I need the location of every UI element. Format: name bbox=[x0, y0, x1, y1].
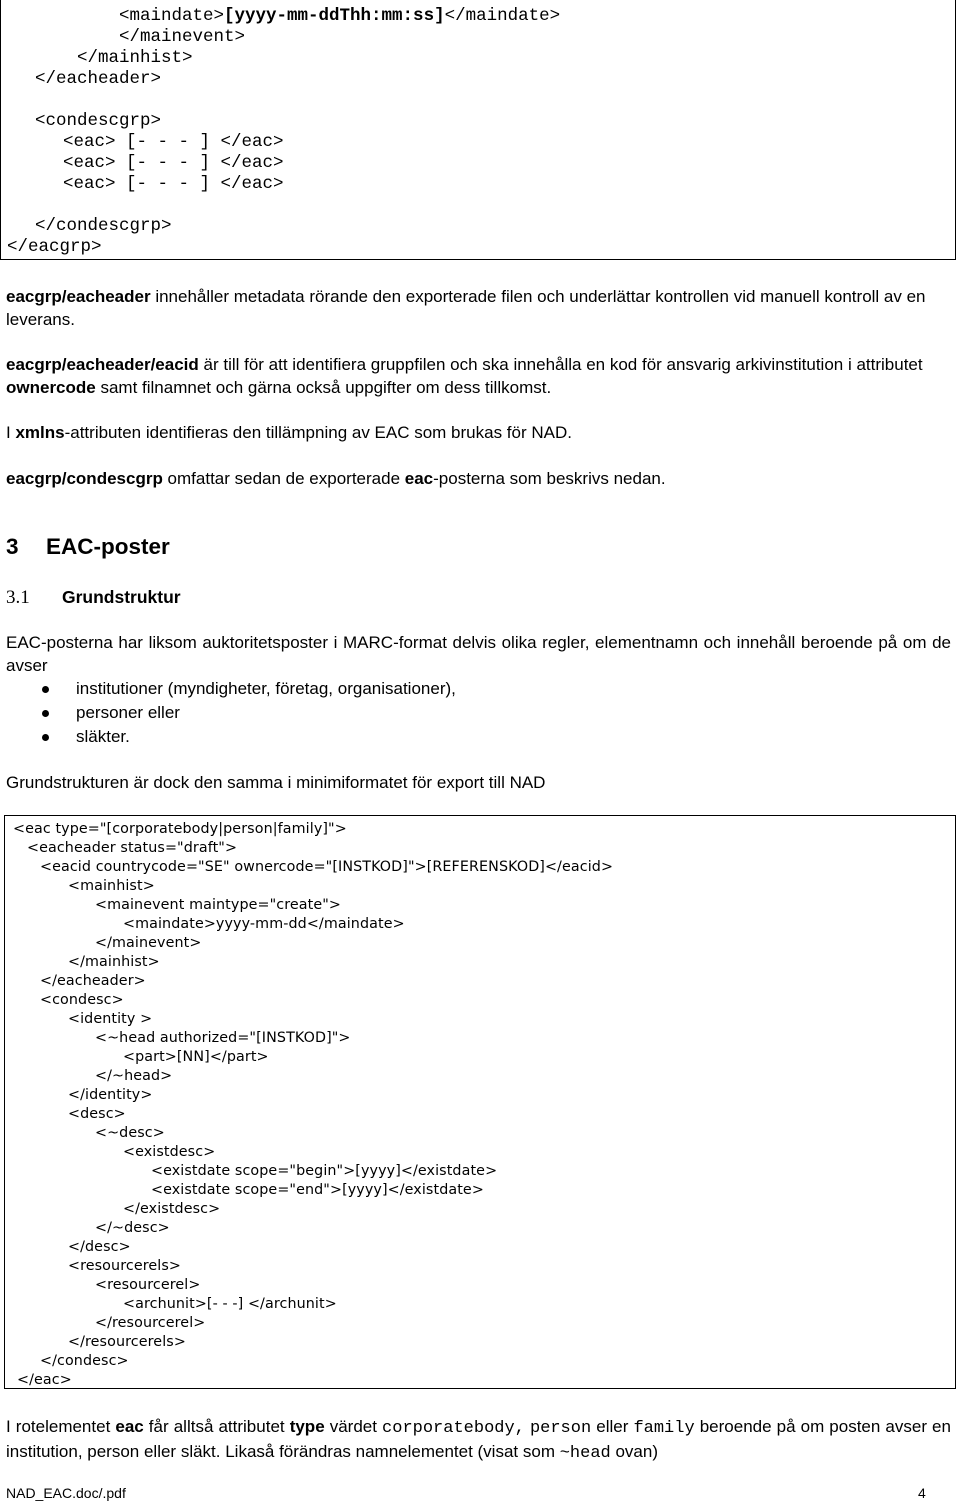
text: samt filnamnet och gärna också uppgifter om dess tillkomst. bbox=[95, 377, 552, 397]
code-line bbox=[119, 27, 245, 47]
code-text: </maindate> bbox=[444, 6, 561, 26]
code-line: </eacheader> bbox=[40, 973, 146, 989]
list-item bbox=[0, 702, 456, 726]
code-line: </mainhist> bbox=[68, 954, 160, 970]
text: får alltså attributet bbox=[143, 1417, 290, 1436]
code-line: <mainevent maintype="create"> bbox=[95, 897, 342, 913]
term-eac: eac bbox=[115, 1417, 144, 1436]
paragraph-grundstrukturen: Grundstrukturen är dock den samma i minimiformatet för export till NAD bbox=[6, 773, 546, 792]
code-placeholder: [yyyy-mm-ddThh:mm:ss] bbox=[224, 6, 445, 26]
code-line: <desc> bbox=[68, 1106, 126, 1122]
paragraph-eacheader bbox=[6, 286, 951, 331]
code-line: </~desc> bbox=[95, 1220, 170, 1236]
text: innehåller metadata rörande den exporterade filen och underlättar kontrollen vid manuell kontroll av en leverans. bbox=[6, 287, 926, 329]
term-xmlns: xmlns bbox=[15, 423, 65, 442]
code-line: <maindate>yyyy-mm-dd</maindate> bbox=[123, 916, 405, 932]
code-line: <existdate scope="end">[yyyy]</existdate> bbox=[151, 1182, 484, 1198]
code-text: <eac> [- - - ] </eac> bbox=[63, 132, 284, 152]
code-text: <maindate> bbox=[119, 6, 225, 26]
code-line: <identity > bbox=[68, 1011, 153, 1027]
term-ownercode: ownercode bbox=[6, 377, 96, 397]
code-line: </eac> bbox=[17, 1372, 72, 1388]
code-block-eacgrp-tail bbox=[0, 0, 956, 260]
section-title: EAC-poster bbox=[46, 534, 170, 559]
code-head: ~head bbox=[559, 1444, 611, 1463]
section-heading bbox=[6, 534, 170, 560]
code-line bbox=[35, 69, 161, 89]
text: är till för att identifiera gruppfilen och ska innehålla en kod för ansvarig arkivinstitution i attributet bbox=[198, 355, 923, 374]
footer-page-number: 4 bbox=[918, 1485, 926, 1501]
footer-filename: NAD_EAC.doc/.pdf bbox=[6, 1485, 126, 1501]
code-line: </identity> bbox=[68, 1087, 153, 1103]
code-text: </eacgrp> bbox=[7, 237, 102, 257]
code-line: <~desc> bbox=[95, 1125, 165, 1141]
code-line: <archunit>[- - -] </archunit> bbox=[123, 1296, 337, 1312]
code-line bbox=[63, 174, 284, 194]
code-line: </mainevent> bbox=[95, 935, 202, 951]
list-item-text: institutioner (myndigheter, företag, organisationer), bbox=[76, 679, 456, 698]
text: omfattar sedan de exporterade bbox=[162, 469, 405, 488]
subsection-number: 3.1 bbox=[6, 587, 30, 608]
subsection-heading bbox=[6, 587, 181, 609]
code-text: </eacheader> bbox=[35, 69, 162, 89]
code-line bbox=[77, 48, 193, 68]
code-text: </mainhist> bbox=[77, 48, 193, 68]
term-type: type bbox=[289, 1417, 325, 1436]
paragraph-xmlns bbox=[6, 422, 951, 445]
code-line: </resourcerel> bbox=[95, 1315, 206, 1331]
code-line: <existdesc> bbox=[123, 1144, 216, 1160]
code-text: <eac> [- - - ] </eac> bbox=[63, 153, 284, 173]
code-line bbox=[35, 216, 172, 236]
code-line: </existdesc> bbox=[123, 1201, 221, 1217]
code-text: <condescgrp> bbox=[35, 111, 162, 131]
code-line: </condesc> bbox=[40, 1353, 129, 1369]
code-text: <eac> [- - - ] </eac> bbox=[63, 174, 284, 194]
list-item-text: släkter. bbox=[76, 727, 130, 746]
code-line: <mainhist> bbox=[68, 878, 155, 894]
code-line: <eac type="[corporatebody|person|family]"> bbox=[13, 821, 347, 837]
code-line: <resourcerels> bbox=[68, 1258, 181, 1274]
code-line: <condesc> bbox=[40, 992, 124, 1008]
code-line: </~head> bbox=[95, 1068, 173, 1084]
code-family: family bbox=[633, 1419, 695, 1438]
code-corporatebody: corporatebody, bbox=[382, 1419, 525, 1438]
code-line: <part>[NN]</part> bbox=[123, 1049, 269, 1065]
subsection-title: Grundstruktur bbox=[62, 587, 181, 607]
text: I rotelementet bbox=[6, 1417, 116, 1436]
paragraph-eacid bbox=[6, 354, 951, 399]
list-item-text: personer eller bbox=[76, 703, 180, 722]
text: värdet bbox=[324, 1417, 383, 1436]
text: beroende på om posten avser en institution, person eller släkt. Likaså förändras namnelementet (visat som bbox=[6, 1417, 951, 1461]
text: eller bbox=[591, 1417, 634, 1436]
code-line bbox=[63, 132, 284, 152]
code-line bbox=[119, 6, 560, 26]
section-number: 3 bbox=[6, 534, 19, 559]
code-text: </mainevent> bbox=[119, 27, 246, 47]
code-line: <existdate scope="begin">[yyyy]</existdate> bbox=[151, 1163, 498, 1179]
code-line: </desc> bbox=[68, 1239, 131, 1255]
code-line: </resourcerels> bbox=[68, 1334, 186, 1350]
bullet-icon bbox=[42, 710, 49, 717]
code-text: </condescgrp> bbox=[35, 216, 172, 236]
text: -attributen identifieras den tillämpning av EAC som brukas för NAD. bbox=[64, 423, 572, 442]
code-line: <~head authorized="[INSTKOD]"> bbox=[95, 1030, 351, 1046]
paragraph-rotelementet bbox=[6, 1415, 951, 1465]
code-line bbox=[63, 153, 284, 173]
list-item bbox=[0, 678, 456, 702]
term-eacheader: eacgrp/eacheader bbox=[6, 287, 151, 306]
text: I bbox=[6, 423, 16, 442]
text: -posterna som beskrivs nedan. bbox=[433, 469, 666, 488]
bullet-icon bbox=[42, 686, 49, 693]
paragraph-eac-posterna: EAC-posterna har liksom auktoritetsposter i MARC-format delvis olika regler, elementnamn och innehåll beroende på om de avser bbox=[6, 633, 951, 675]
text: ovan) bbox=[610, 1442, 658, 1461]
term-eacid: eacgrp/eacheader/eacid bbox=[6, 355, 199, 374]
code-person: person bbox=[529, 1419, 592, 1438]
bullet-icon bbox=[42, 734, 49, 741]
bullet-list bbox=[0, 678, 456, 750]
list-item bbox=[0, 726, 456, 750]
code-line bbox=[7, 237, 102, 257]
code-line: <resourcerel> bbox=[95, 1277, 201, 1293]
code-block-eac-structure bbox=[4, 815, 956, 1389]
code-line bbox=[35, 111, 161, 131]
paragraph-condescgrp bbox=[6, 468, 951, 491]
term-condescgrp: eacgrp/condescgrp bbox=[6, 469, 163, 488]
term-eac: eac bbox=[404, 469, 434, 488]
code-line: <eacheader status="draft"> bbox=[27, 840, 238, 856]
code-line: <eacid countrycode="SE" ownercode="[INSTKOD]">[REFERENSKOD]</eacid> bbox=[40, 859, 614, 875]
